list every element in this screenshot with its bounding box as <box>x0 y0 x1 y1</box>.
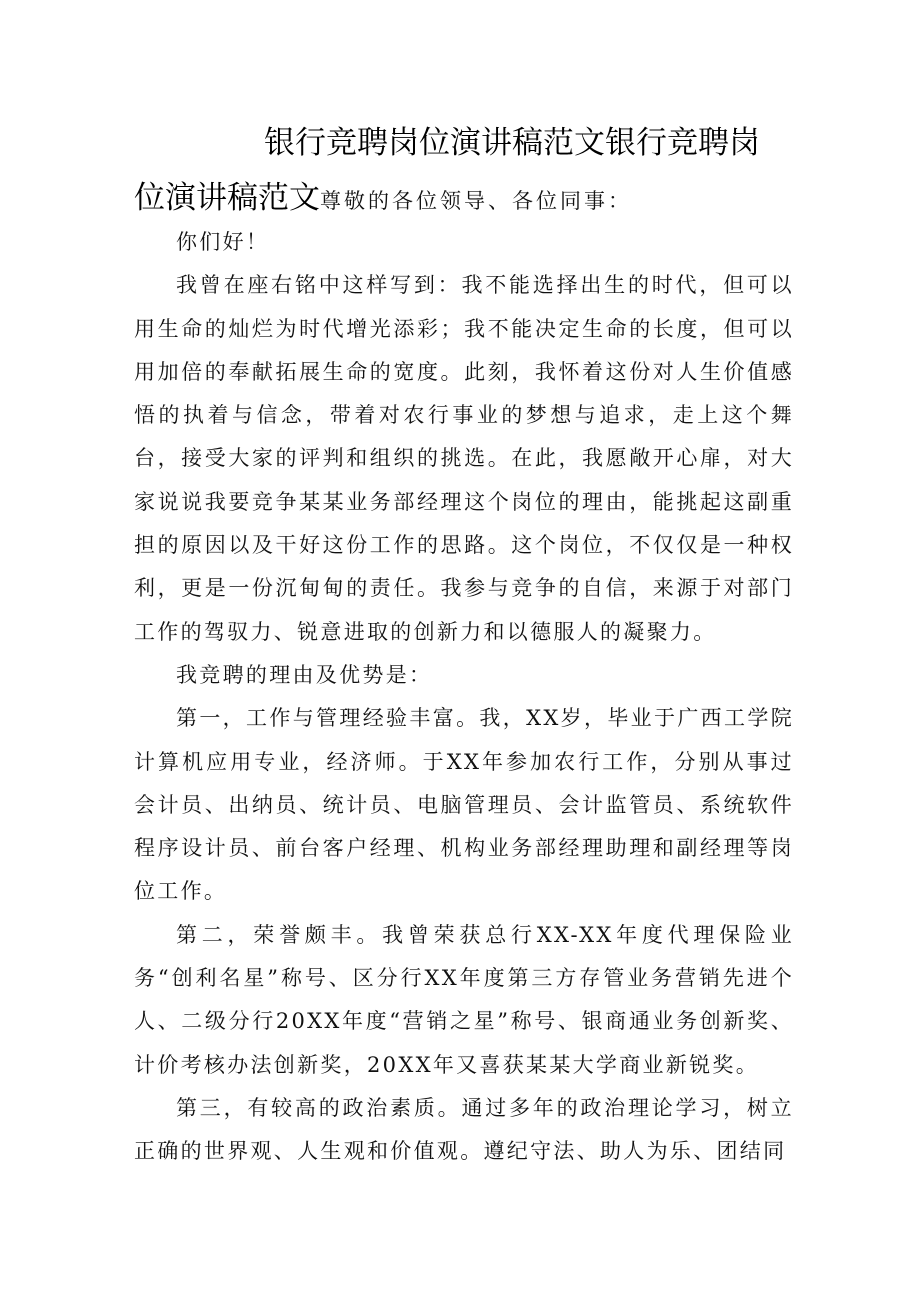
title-text-2: 位演讲稿范文 <box>134 180 320 216</box>
paragraph-intro: 我曾在座右铭中这样写到：我不能选择出生的时代，但可以用生命的灿烂为时代增光添彩；我不能决定生命的长度，但可以用加倍的奉献拓展生命的宽度。此刻，我怀着这份对人生价值感悟的执着与信念，带着对农行事业的梦想与追求，走上这个舞台，接受大家的评判和组织的挑选。在此，我愿敞开心扉，对大家说说我要竞争某某业务部经理这个岗位的理由，能挑起这副重担的原因以及干好这份工作的思路。这个岗位，不仅仅是一种权利，更是一份沉甸甸的责任。我参与竞争的自信，来源于对部门工作的驾驭力、锐意进取的创新力和以德服人的凝聚力。 <box>134 273 794 644</box>
document-body <box>134 221 794 1174</box>
paragraph-first-reason: 第一，工作与管理经验丰富。我，XX岁，毕业于广西工学院计算机应用专业，经济师。于XX年参加农行工作，分别从事过会计员、出纳员、统计员、电脑管理员、会计监管员、系统软件程序设计员、前台客户经理、机构业务部经理助理和副经理等岗位工作。 <box>134 706 794 904</box>
paragraph-third-reason: 第三，有较高的政治素质。通过多年的政治理论学习，树立正确的世界观、人生观和价值观。遵纪守法、助人为乐、团结同 <box>134 1095 794 1164</box>
salutation: 尊敬的各位领导、各位同事： <box>320 189 632 213</box>
document-title-line-2 <box>134 178 632 221</box>
title-text-1: 银行竞聘岗位演讲稿范文银行竞聘岗 <box>264 125 760 161</box>
paragraph-second-reason: 第二，荣誉颇丰。我曾荣获总行XX-XX年度代理保险业务“创利名星”称号、区分行XX年度第三方存管业务营销先进个人、二级分行20XX年度“营销之星”称号、银商通业务创新奖、计价考核办法创新奖，20XX年又喜获某某大学商业新锐奖。 <box>134 922 794 1077</box>
document-title-line-1 <box>264 123 760 163</box>
paragraph-greeting: 你们好！ <box>176 230 270 254</box>
paragraph-reasons-heading: 我竞聘的理由及优势是： <box>176 662 433 687</box>
